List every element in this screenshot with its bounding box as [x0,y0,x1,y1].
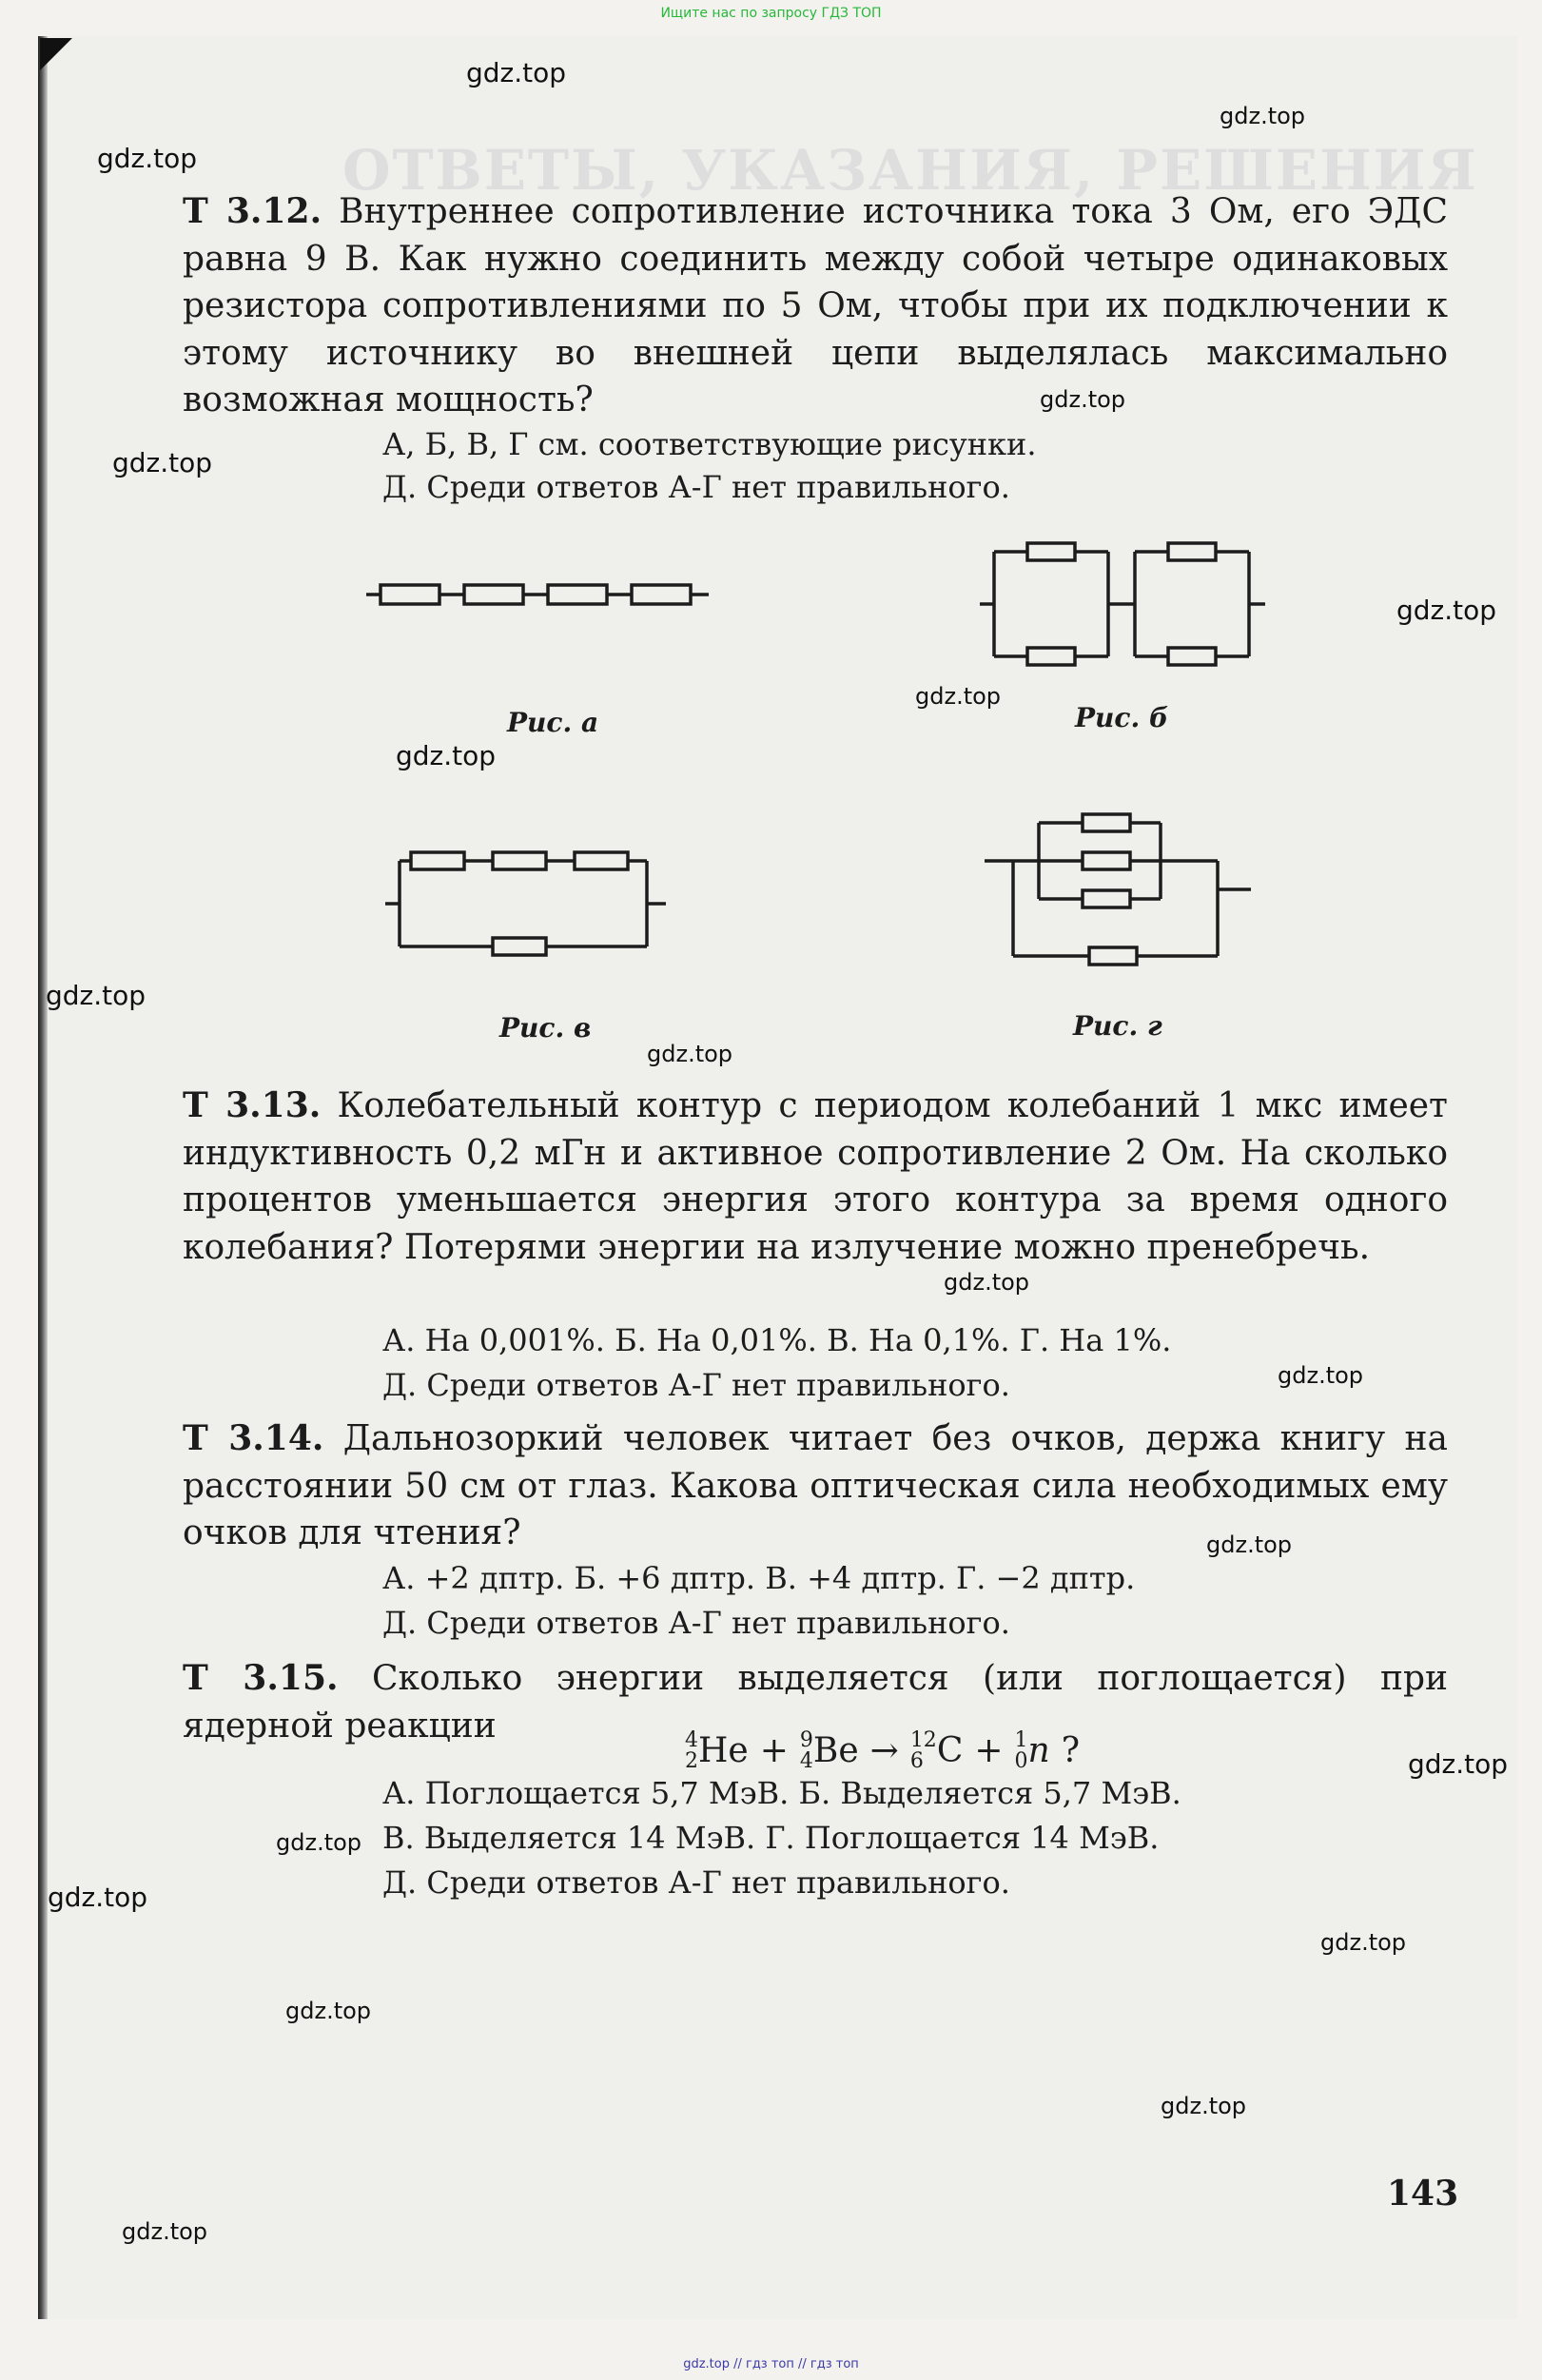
nuclear-reaction: 4 2 He + 9 4 Be → 12 6 C + 1 0 n ? [685,1728,1081,1773]
figure-caption-v: Рис. в [499,1012,592,1044]
isotope-he: 4 2 He [685,1728,749,1773]
problem-number: Т 3.14. [183,1418,324,1458]
watermark: gdz.top [466,57,567,88]
problem-text: Дальнозоркий человек читает без очков, держа книгу на расстоянии 50 см от глаз. Какова оптическая сила необходимых ему очков для чтения? [183,1419,1448,1552]
answer-line: А. На 0,001%. Б. На 0,01%. В. На 0,1%. Г. На 1%. [382,1322,1172,1358]
bottom-banner: gdz.top // гдз топ // гдз топ [683,2357,859,2371]
watermark: gdz.top [1408,1748,1509,1780]
answer-line: Д. Среди ответов А-Г нет правильного. [382,469,1010,505]
problem-text: Внутреннее сопротивление источника тока 3 Ом, его ЭДС равна 9 В. Как нужно соединить между собой четыре одинаковых резистора сопротивлениями по 5 Ом, чтобы при их подключении к этому источнику во внешней цепи выделялась максимально возможная мощность? [183,192,1448,419]
problem-number: Т 3.13. [183,1085,322,1125]
problem-number: Т 3.12. [183,191,322,231]
page-number: 143 [1387,2174,1459,2214]
isotope-c: 12 6 C [909,1728,964,1773]
problem-text: Колебательный контур с периодом колебаний 1 мкс имеет индуктивность 0,2 мГн и активное сопротивление 2 Ом. На сколько процентов уменьшается энергия этого контура за время одного колебания? Потерями энергии на излучение можно пренебречь. [183,1086,1448,1267]
problem-t313 [183,1083,1448,1271]
particle-n: 1 0 n [1014,1728,1050,1773]
watermark: gdz.top [285,1998,372,2024]
watermark: gdz.top [46,980,146,1011]
answer-line: А. Поглощается 5,7 МэВ. Б. Выделяется 5,7 МэВ. [382,1775,1181,1811]
watermark: gdz.top [1161,2093,1247,2119]
background-heading: ОТВЕТЫ, УКАЗАНИЯ, РЕШЕНИЯ [342,138,1478,203]
figure-caption-g: Рис. г [1073,1010,1162,1042]
watermark: gdz.top [1278,1362,1364,1389]
answer-line: В. Выделяется 14 МэВ. Г. Поглощается 14 МэВ. [382,1820,1160,1856]
watermark: gdz.top [647,1041,733,1067]
watermark: gdz.top [1320,1929,1407,1956]
isotope-be: 9 4 Be [799,1728,859,1773]
answer-line: А. +2 дптр. Б. +6 дптр. В. +4 дптр. Г. −2 дптр. [382,1560,1136,1596]
watermark: gdz.top [122,2218,208,2245]
answer-line: А, Б, В, Г см. соответствующие рисунки. [382,426,1037,462]
watermark: gdz.top [112,447,213,478]
figure-a-series [361,575,713,614]
watermark: gdz.top [396,740,497,771]
watermark: gdz.top [1396,595,1497,626]
problem-text: Сколько энергии выделяется (или поглощается) при ядерной реакции [183,1659,1448,1746]
answer-line: Д. Среди ответов А-Г нет правильного. [382,1367,1010,1403]
watermark: gdz.top [915,683,1002,710]
answer-line: Д. Среди ответов А-Г нет правильного. [382,1605,1010,1641]
watermark: gdz.top [944,1269,1030,1296]
page-corner [40,38,72,70]
watermark: gdz.top [1206,1531,1293,1558]
figure-g-mixed [980,804,1265,980]
figure-v-series-parallel [381,842,675,966]
top-banner: Ищите нас по запросу ГДЗ ТОП [660,6,882,21]
book-spine [38,36,48,2319]
problem-number: Т 3.15. [183,1658,339,1698]
watermark: gdz.top [276,1829,362,1856]
watermark: gdz.top [48,1882,148,1913]
problem-t312 [183,188,1448,424]
figure-caption-b: Рис. б [1075,702,1169,733]
figure-caption-a: Рис. а [507,707,599,738]
watermark: gdz.top [1040,386,1126,413]
answer-line: Д. Среди ответов А-Г нет правильного. [382,1864,1010,1901]
watermark: gdz.top [97,143,198,174]
watermark: gdz.top [1220,103,1306,129]
figure-b-parallel-pairs [975,533,1270,675]
